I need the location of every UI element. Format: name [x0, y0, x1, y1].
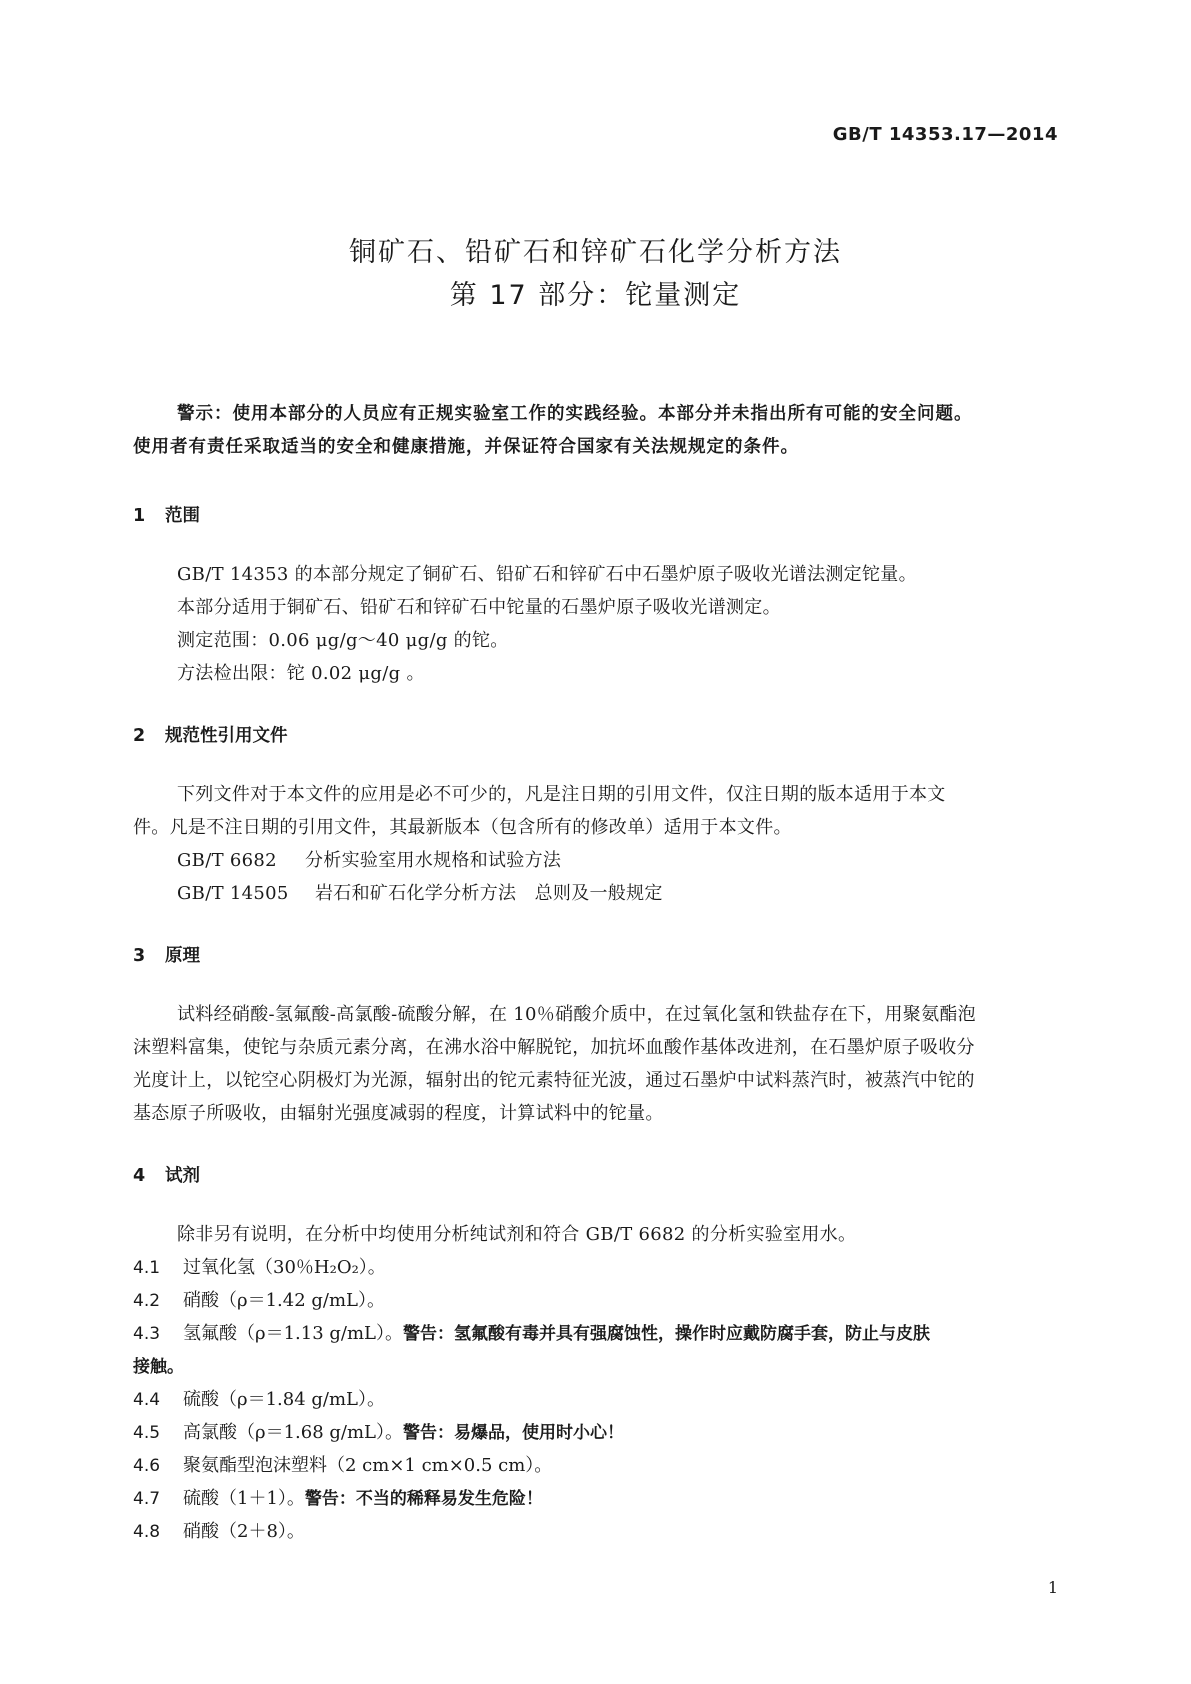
reference-code: GB/T 6682	[177, 850, 277, 871]
section-3-body	[133, 998, 1059, 1130]
item-text: 氢氟酸（ρ＝1.13 g/mL）。	[183, 1323, 403, 1344]
section-number: 2	[133, 726, 146, 746]
reference-title: 岩石和矿石化学分析方法 总则及一般规定	[315, 883, 663, 904]
reagent-item	[133, 1482, 1059, 1516]
document-title-line2: 第 17 部分：铊量测定	[449, 280, 742, 311]
item-number: 4.6	[133, 1456, 161, 1476]
document-title-line1: 铜矿石、铅矿石和锌矿石化学分析方法	[349, 237, 842, 268]
reference-item	[133, 844, 1059, 877]
page-number: 1	[1047, 1578, 1058, 1597]
reagent-item	[133, 1251, 1059, 1285]
paragraph: GB/T 14353 的本部分规定了铜矿石、铅矿石和锌矿石中石墨炉原子吸收光谱法测定铊量。	[177, 564, 917, 585]
item-number: 4.3	[133, 1324, 161, 1344]
item-text: 高氯酸（ρ＝1.68 g/mL）。	[183, 1422, 403, 1443]
paragraph: 除非另有说明，在分析中均使用分析纯试剂和符合 GB/T 6682 的分析实验室用水。	[177, 1224, 857, 1245]
reagent-item	[133, 1317, 1059, 1351]
safety-warning	[133, 398, 1059, 464]
reagent-item	[133, 1416, 1059, 1450]
reference-code: GB/T 14505	[177, 883, 289, 904]
paragraph: 件。凡是不注日期的引用文件，其最新版本（包含所有的修改单）适用于本文件。	[133, 817, 792, 838]
section-number: 3	[133, 946, 146, 966]
section-title: 范围	[165, 506, 200, 526]
item-text: 硫酸（ρ＝1.84 g/mL）。	[183, 1389, 385, 1410]
section-number: 1	[133, 506, 146, 526]
section-heading-2	[133, 722, 288, 747]
item-text: 硝酸（2＋8）。	[183, 1521, 305, 1542]
item-number: 4.4	[133, 1390, 161, 1410]
paragraph-line: 光度计上，以铊空心阴极灯为光源，辐射出的铊元素特征光波，通过石墨炉中试料蒸汽时，被蒸汽中铊的	[133, 1070, 975, 1091]
warning-line2: 使用者有责任采取适当的安全和健康措施，并保证符合国家有关法规规定的条件。	[133, 437, 799, 457]
reagent-item-continuation	[133, 1350, 1059, 1384]
reagent-item	[133, 1515, 1059, 1549]
warning-line1: 警示：使用本部分的人员应有正规实验室工作的实践经验。本部分并未指出所有可能的安全问题。	[177, 404, 973, 424]
section-heading-3	[133, 942, 200, 967]
item-number: 4.8	[133, 1522, 161, 1542]
section-title: 试剂	[165, 1166, 200, 1186]
item-number: 4.2	[133, 1291, 161, 1311]
paragraph-line: 沫塑料富集，使铊与杂质元素分离，在沸水浴中解脱铊，加抗坏血酸作基体改进剂，在石墨炉原子吸收分	[133, 1037, 975, 1058]
item-warning: 警告：氢氟酸有毒并具有强腐蚀性，操作时应戴防腐手套，防止与皮肤	[403, 1324, 930, 1344]
item-warning: 接触。	[133, 1357, 184, 1377]
section-heading-1	[133, 502, 200, 527]
standard-number: GB/T 14353.17—2014	[832, 124, 1058, 145]
reagent-item	[133, 1383, 1059, 1417]
paragraph: 下列文件对于本文件的应用是必不可少的，凡是注日期的引用文件，仅注日期的版本适用于本文	[177, 784, 946, 805]
item-text: 聚氨酯型泡沫塑料（2 cm×1 cm×0.5 cm）。	[183, 1455, 553, 1476]
section-title: 原理	[165, 946, 200, 966]
item-number: 4.7	[133, 1489, 161, 1509]
paragraph: 方法检出限：铊 0.02 μg/g 。	[177, 663, 425, 684]
paragraph: 测定范围：0.06 μg/g～40 μg/g 的铊。	[177, 630, 509, 651]
paragraph-line: 试料经硝酸-氢氟酸-高氯酸-硫酸分解，在 10％硝酸介质中，在过氧化氢和铁盐存在下，用聚氨酯泡	[177, 1004, 976, 1025]
item-text: 硫酸（1＋1）。	[183, 1488, 305, 1509]
reagent-item	[133, 1284, 1059, 1318]
reagent-item	[133, 1449, 1059, 1483]
item-warning: 警告：易爆品，使用时小心！	[403, 1423, 624, 1443]
item-text: 过氧化氢（30％H₂O₂）。	[183, 1257, 386, 1278]
reference-title: 分析实验室用水规格和试验方法	[305, 850, 562, 871]
section-1-body	[133, 558, 1059, 690]
item-number: 4.5	[133, 1423, 161, 1443]
item-warning: 警告：不当的稀释易发生危险！	[304, 1489, 543, 1509]
section-4-intro	[133, 1218, 1059, 1251]
paragraph: 本部分适用于铜矿石、铅矿石和锌矿石中铊量的石墨炉原子吸收光谱测定。	[177, 597, 781, 618]
item-number: 4.1	[133, 1258, 161, 1278]
reference-item	[133, 877, 1059, 910]
section-title: 规范性引用文件	[165, 726, 288, 746]
item-text: 硝酸（ρ＝1.42 g/mL）。	[183, 1290, 385, 1311]
section-number: 4	[133, 1166, 146, 1186]
section-heading-4	[133, 1162, 200, 1187]
paragraph-line: 基态原子所吸收，由辐射光强度减弱的程度，计算试料中的铊量。	[133, 1103, 664, 1124]
section-2-body	[133, 778, 1059, 910]
